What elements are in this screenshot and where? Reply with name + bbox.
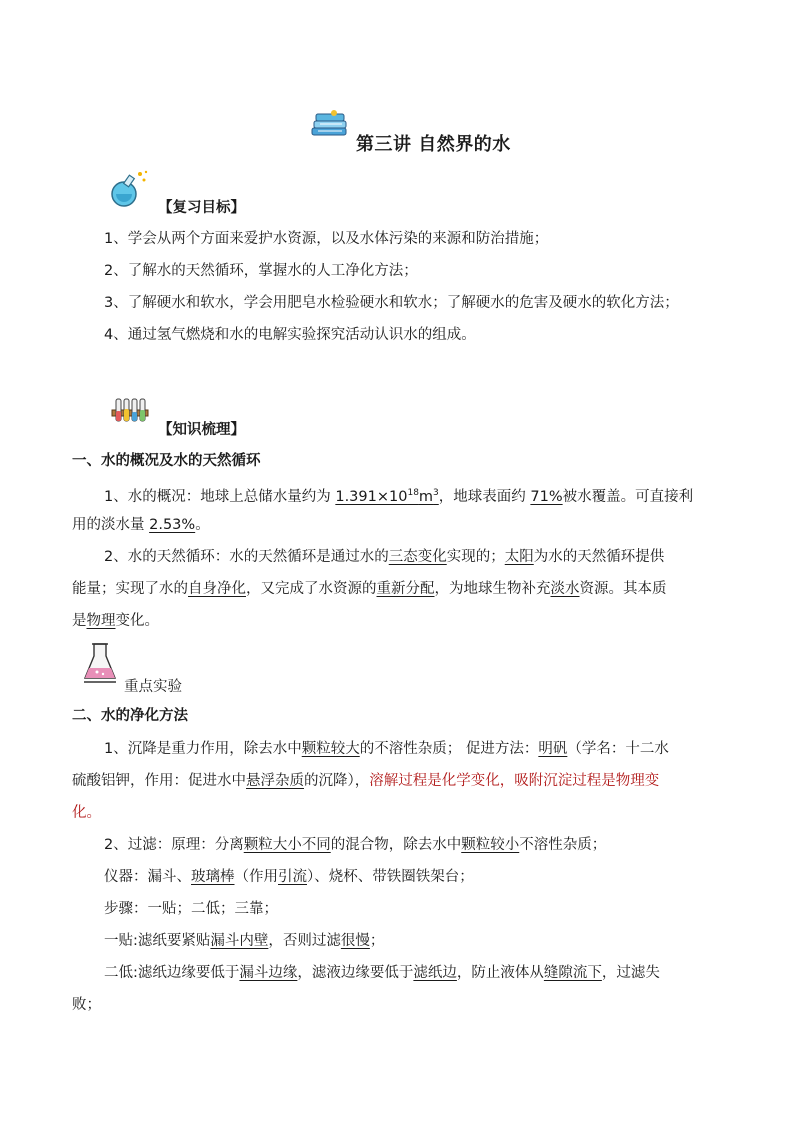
page-title: 第三讲 自然界的水 xyxy=(356,134,511,155)
s2-paragraph-5: 一贴:滤纸要紧贴漏斗内壁，否则过滤很慢； xyxy=(104,933,385,949)
section-1-title: 一、水的概况及水的天然循环 xyxy=(72,453,261,469)
s1-paragraph-2-line-3: 是物理变化。 xyxy=(72,613,159,629)
s1-paragraph-2-line-1: 2、水的天然循环：水的天然循环是通过水的三态变化实现的；太阳为水的天然循环提供 xyxy=(104,549,665,565)
books-icon xyxy=(308,110,352,140)
s2-paragraph-1-line-1: 1、沉降是重力作用，除去水中颗粒较大的不溶性杂质； 促进方法：明矾（学名：十二水 xyxy=(104,741,669,757)
s2-paragraph-6-line-1: 二低:滤纸边缘要低于漏斗边缘，滤液边缘要低于滤纸边，防止液体从缝隙流下，过滤失 xyxy=(104,965,660,981)
s2-paragraph-1-line-2: 硫酸铝钾，作用：促进水中悬浮杂质的沉降），溶解过程是化学变化，吸附沉淀过程是物理变 xyxy=(72,773,660,789)
beaker-icon xyxy=(82,640,118,684)
review-item-3: 3、了解硬水和软水，学会用肥皂水检验硬水和软水；了解硬水的危害及硬水的软化方法； xyxy=(104,295,679,311)
s1-paragraph-1-line-1: 1、水的概况：地球上总储水量约为 $1.391\times 10^{18}m^3$，地球表面约 71%被水覆盖。可直接利 xyxy=(104,488,694,505)
flask-icon xyxy=(106,168,152,208)
experiment-heading: 重点实验 xyxy=(124,679,182,695)
s2-paragraph-1-line-3: 化。 xyxy=(72,805,101,821)
knowledge-heading: 【知识梳理】 xyxy=(158,422,245,438)
s1-paragraph-1-line-2: 用的淡水量 2.53%。 xyxy=(72,517,210,533)
review-item-2: 2、了解水的天然循环，掌握水的人工净化方法； xyxy=(104,263,418,279)
s2-paragraph-6-line-2: 败； xyxy=(72,997,101,1013)
test-tubes-icon xyxy=(110,396,150,426)
s2-paragraph-2: 2、过滤：原理：分离颗粒大小不同的混合物，除去水中颗粒较小不溶性杂质； xyxy=(104,837,607,853)
review-heading: 【复习目标】 xyxy=(158,200,245,216)
section-2-title: 二、水的净化方法 xyxy=(72,708,188,724)
s2-paragraph-3: 仪器：漏斗、玻璃棒（作用引流）、烧杯、带铁圈铁架台； xyxy=(104,869,474,885)
s1-paragraph-2-line-2: 能量；实现了水的自身净化，又完成了水资源的重新分配，为地球生物补充淡水资源。其本质 xyxy=(72,581,667,597)
s2-paragraph-4: 步骤：一贴；二低；三靠； xyxy=(104,901,278,917)
review-item-4: 4、通过氢气燃烧和水的电解实验探究活动认识水的组成。 xyxy=(104,327,476,343)
review-item-1: 1、学会从两个方面来爱护水资源，以及水体污染的来源和防治措施； xyxy=(104,231,549,247)
